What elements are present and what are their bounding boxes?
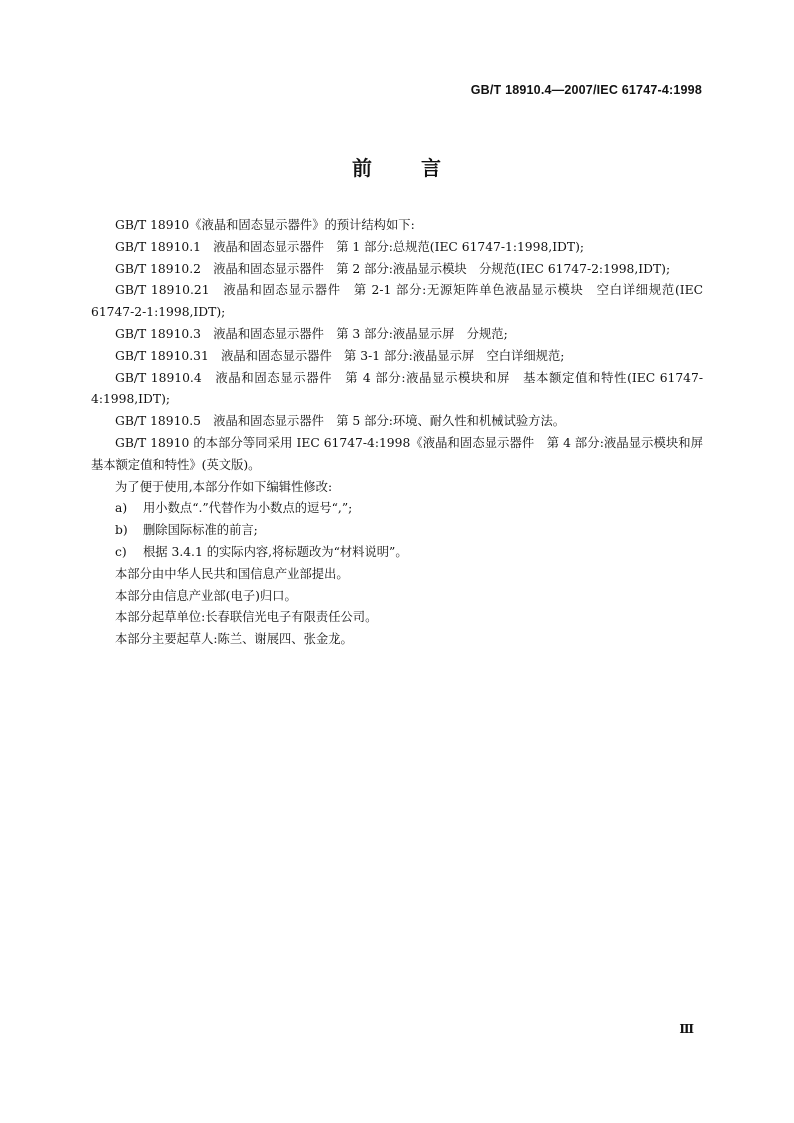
paragraph-structure-intro: GB/T 18910《液晶和固态显示器件》的预计结构如下: <box>115 218 415 232</box>
document-body <box>91 215 716 651</box>
page-title: 前 言 <box>352 156 442 180</box>
list-marker: b) <box>115 523 128 538</box>
paragraph-drafters: 本部分主要起草人:陈兰、谢展四、张金龙。 <box>115 632 353 647</box>
paragraph-part-1: GB/T 18910.1 液晶和固态显示器件 第 1 部分:总规范(IEC 61747-1:1998,IDT); <box>115 239 585 254</box>
paragraph-part-2-1: GB/T 18910.21 液晶和固态显示器件 第 2-1 部分:无源矩阵单色液晶显示模块 空白详细规范(IEC 61747-2-1:1998,IDT); <box>91 283 703 320</box>
list-item-text: 删除国际标准的前言; <box>143 523 258 538</box>
standard-code-header: GB/T 18910.4—2007/IEC 61747-4:1998 <box>470 83 702 97</box>
paragraph-part-2: GB/T 18910.2 液晶和固态显示器件 第 2 部分:液晶显示模块 分规范(IEC 61747-2:1998,IDT); <box>115 261 671 276</box>
paragraph-proposed-by: 本部分由中华人民共和国信息产业部提出。 <box>115 566 349 581</box>
edit-list-item <box>91 542 703 564</box>
paragraph-administered-by: 本部分由信息产业部(电子)归口。 <box>115 588 297 603</box>
list-item-text: 根据 3.4.1 的实际内容,将标题改为“材料说明”。 <box>143 544 408 559</box>
paragraph-part-4: GB/T 18910.4 液晶和固态显示器件 第 4 部分:液晶显示模块和屏 基本额定值和特性(IEC 61747-4:1998,IDT); <box>91 370 703 407</box>
paragraph-part-3-1: GB/T 18910.31 液晶和固态显示器件 第 3-1 部分:液晶显示屏 空白详细规范; <box>115 348 565 363</box>
paragraph-part-5: GB/T 18910.5 液晶和固态显示器件 第 5 部分:环境、耐久性和机械试验方法。 <box>115 414 566 429</box>
paragraph-part-3: GB/T 18910.3 液晶和固态显示器件 第 3 部分:液晶显示屏 分规范; <box>115 326 508 341</box>
edit-list-item <box>91 498 703 520</box>
paragraph-adoption-statement: GB/T 18910 的本部分等同采用 IEC 61747-4:1998《液晶和固态显示器件 第 4 部分:液晶显示模块和屏 基本额定值和特性》(英文版)。 <box>91 435 716 472</box>
list-marker: c) <box>115 544 127 559</box>
list-item-text: 用小数点“.”代替作为小数点的逗号“,”; <box>143 501 353 516</box>
edit-list-item <box>91 520 703 542</box>
paragraph-edit-intro: 为了便于使用,本部分作如下编辑性修改: <box>115 479 333 494</box>
page-number: Ⅲ <box>679 1022 694 1036</box>
list-marker: a) <box>115 501 128 516</box>
paragraph-drafting-unit: 本部分起草单位:长春联信光电子有限责任公司。 <box>115 610 378 625</box>
